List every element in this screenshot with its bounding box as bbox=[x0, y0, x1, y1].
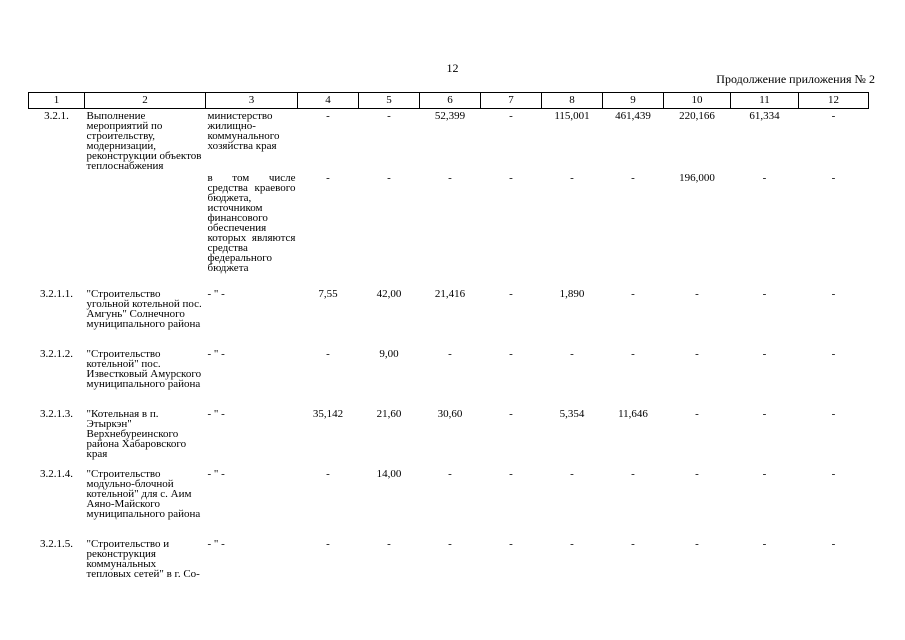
row-value: - bbox=[695, 538, 699, 550]
row-value: - bbox=[631, 468, 635, 480]
row-value: - bbox=[762, 408, 767, 420]
col-header-2: 2 bbox=[85, 93, 206, 109]
header-row bbox=[29, 93, 869, 109]
row-name: "Строительство котельной" пос. Известковый Амурского муниципального района bbox=[86, 348, 202, 390]
row-value: 115,001 bbox=[554, 110, 590, 122]
row-value: - bbox=[387, 172, 391, 184]
row-source: - " - bbox=[207, 468, 225, 480]
row-source: в том числе средства краевого бюджета, источником финансового обеспечения которых являются средства федерального бюджета bbox=[207, 172, 296, 274]
row-value: - bbox=[387, 538, 391, 550]
row-value: 7,55 bbox=[318, 288, 338, 300]
row-source: - " - bbox=[207, 348, 225, 360]
budget-table bbox=[28, 92, 869, 587]
row-value: 35,142 bbox=[312, 408, 344, 420]
row-value: - bbox=[509, 468, 513, 480]
row-value: - bbox=[695, 408, 699, 420]
row-value: - bbox=[570, 468, 574, 480]
col-header-4: 4 bbox=[298, 93, 359, 109]
row-value: - bbox=[570, 348, 574, 360]
row-value: - bbox=[509, 408, 513, 420]
row-value: - bbox=[762, 288, 767, 300]
row-value: - bbox=[448, 538, 452, 550]
col-header-5: 5 bbox=[359, 93, 420, 109]
row-value: - bbox=[831, 288, 836, 300]
row-code: 3.2.1.2. bbox=[40, 348, 73, 360]
row-code: 3.2.1.5. bbox=[40, 538, 73, 550]
table-row bbox=[29, 171, 869, 287]
row-value: - bbox=[509, 288, 513, 300]
col-header-10: 10 bbox=[664, 93, 731, 109]
row-name: "Строительство модульно-блочной котельной" для с. Аим Аяно-Майского муниципального района bbox=[86, 468, 201, 520]
row-value: - bbox=[448, 468, 452, 480]
row-value: 11,646 bbox=[618, 408, 648, 420]
row-source: министерство жилищно-коммунального хозяйства края bbox=[207, 110, 280, 152]
row-value: - bbox=[631, 538, 635, 550]
row-code: 3.2.1.1. bbox=[40, 288, 73, 300]
row-value: 42,00 bbox=[376, 288, 402, 300]
row-value: 5,354 bbox=[559, 408, 585, 420]
row-value: - bbox=[762, 348, 767, 360]
row-value: 52,399 bbox=[434, 110, 466, 122]
row-value: - bbox=[448, 172, 452, 184]
row-value: - bbox=[326, 538, 330, 550]
row-value: - bbox=[762, 538, 767, 550]
row-value: - bbox=[509, 172, 513, 184]
row-value: - bbox=[387, 110, 391, 122]
row-value: 21,60 bbox=[376, 408, 402, 420]
row-name: "Строительство угольной котельной пос. Амгунь" Солнечного муниципального района bbox=[86, 288, 202, 330]
row-value: 61,334 bbox=[749, 110, 780, 122]
row-code: 3.2.1.3. bbox=[40, 408, 73, 420]
row-value: - bbox=[762, 172, 767, 184]
row-source: - " - bbox=[207, 538, 225, 550]
row-value: - bbox=[831, 348, 836, 360]
row-value: - bbox=[695, 348, 699, 360]
col-header-8: 8 bbox=[542, 93, 603, 109]
row-code bbox=[29, 171, 85, 287]
row-value: - bbox=[831, 408, 836, 420]
row-value: - bbox=[570, 172, 574, 184]
row-value: 14,00 bbox=[376, 468, 402, 480]
row-value: - bbox=[762, 468, 767, 480]
row-value: - bbox=[509, 348, 513, 360]
row-value: - bbox=[695, 288, 699, 300]
col-header-3: 3 bbox=[206, 93, 298, 109]
row-value: - bbox=[326, 172, 330, 184]
row-value: 196,000 bbox=[679, 172, 715, 184]
row-value: - bbox=[509, 110, 513, 122]
row-source: - " - bbox=[207, 288, 225, 300]
row-value: - bbox=[831, 110, 836, 122]
row-code: 3.2.1. bbox=[44, 110, 69, 122]
row-value: - bbox=[326, 348, 330, 360]
row-value: 220,166 bbox=[679, 110, 715, 122]
row-code: 3.2.1.4. bbox=[40, 468, 73, 480]
table-row bbox=[29, 407, 869, 467]
row-value: - bbox=[631, 288, 635, 300]
row-value: - bbox=[631, 348, 635, 360]
row-name: "Строительство и реконструкция коммунальных тепловых сетей" в г. Со- bbox=[86, 538, 200, 580]
row-name: Выполнение мероприятий по строительству, модернизации, реконструкции объектов теплоснабжения bbox=[86, 110, 202, 172]
row-value: 21,416 bbox=[434, 288, 466, 300]
row-name: "Котельная в п. Этыркэн" Верхнебуреинского района Хабаровского края bbox=[86, 408, 187, 460]
table-row bbox=[29, 537, 869, 587]
col-header-7: 7 bbox=[481, 93, 542, 109]
row-source: - " - bbox=[207, 408, 225, 420]
table-row bbox=[29, 109, 869, 172]
row-value: - bbox=[326, 468, 330, 480]
row-value: 461,439 bbox=[615, 110, 651, 122]
row-value: 30,60 bbox=[437, 408, 463, 420]
table-row bbox=[29, 287, 869, 347]
appendix-continuation: Продолжение приложения № 2 bbox=[716, 72, 875, 86]
row-value: - bbox=[831, 172, 836, 184]
col-header-9: 9 bbox=[603, 93, 664, 109]
row-name bbox=[85, 171, 206, 287]
row-value: - bbox=[326, 110, 330, 122]
table-row bbox=[29, 347, 869, 407]
col-header-11: 11 bbox=[731, 93, 799, 109]
row-value: 9,00 bbox=[379, 348, 399, 360]
row-value: - bbox=[631, 172, 635, 184]
row-value: 1,890 bbox=[559, 288, 585, 300]
row-value: - bbox=[831, 468, 836, 480]
col-header-1: 1 bbox=[29, 93, 85, 109]
page-number: 12 bbox=[446, 61, 459, 75]
row-value: - bbox=[831, 538, 836, 550]
row-value: - bbox=[448, 348, 452, 360]
row-value: - bbox=[509, 538, 513, 550]
row-value: - bbox=[570, 538, 574, 550]
table-row bbox=[29, 467, 869, 537]
col-header-6: 6 bbox=[420, 93, 481, 109]
col-header-12: 12 bbox=[799, 93, 869, 109]
row-value: - bbox=[695, 468, 699, 480]
